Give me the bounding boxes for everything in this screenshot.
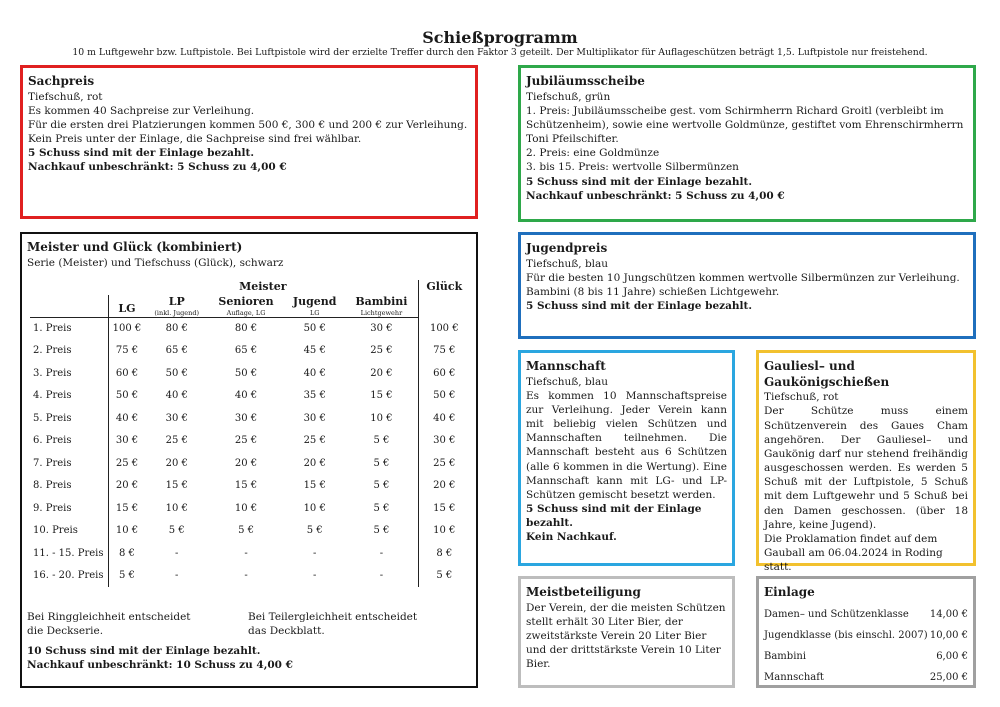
table-cell: 10 € [115,525,139,537]
mannschaft-bold-2: Kein Nachkauf. [526,531,617,544]
jubilaeum-text-3: 3. bis 15. Preis: wertvolle Silbermünzen [526,161,739,174]
table-cell: - [313,570,317,582]
table-cell: 10 € [165,502,188,514]
sachpreis-text-1: Es kommen 40 Sachpreise zur Verleihung. [28,104,255,117]
jubilaeum-text-2: 2. Preis: eine Goldmünze [526,147,660,160]
table-cell: 15 € [234,480,258,492]
sachpreis-bold-1: 5 Schuss sind mit der Einlage bezahlt. [28,147,255,160]
table-cell: 15 € [303,480,326,492]
table-row [30,317,470,340]
table-cell: 20 € [234,457,258,469]
table-cell: - [313,547,317,559]
row-label: 3. Preis [30,362,108,385]
table-row [30,520,470,543]
table-cell: 15 € [115,502,139,514]
table-cell: 5 € [418,565,470,588]
row-label: 8. Preis [30,475,108,498]
gauliesl-target: Tiefschuß, rot [764,391,839,404]
table-cell: 25 € [234,435,258,447]
table-cell: 5 € [119,570,135,582]
table-row [30,407,470,430]
table-cell: 30 € [115,435,139,447]
einlage-row: Bambini 6,00 € [764,651,968,663]
mannschaft-target: Tiefschuß, blau [526,375,609,388]
table-row [30,565,470,588]
rule-ringgleichheit: Bei Ringgleichheit entscheidet die Deckserie. [27,611,191,638]
einlage-title: Einlage [764,585,815,599]
row-label: 2. Preis [30,340,108,363]
table-cell: 20 € [418,475,470,498]
table-cell: 60 € [115,367,139,379]
page-subtitle: 10 m Luftgewehr bzw. Luftpistole. Bei Luftpistole wird der erzielte Treffer durch den Faktor 3 geteilt. Der Multiplikator für Auflageschützen beträgt 1,5. Luftpistole nur freistehend. [72,47,928,58]
gauliesl-text-1: Der Schütze muss einem Schützenverein des Gaues Cham angehören. Der Gauliesel– und Gaukönig darf nur stehend freihändig ausgeschossen werden. Es werden 5 Schuß mit der Luftpistole, 5 Schuß mit dem Luftgewehr und 5 Schuß bei den Damen geschossen. (über 18 Jahre, keine Jugend). [764,405,968,531]
table-cell: 30 € [418,430,470,453]
table-cell: 100 € [418,317,470,340]
page-title: Schießprogramm [422,28,578,47]
row-label: 7. Preis [30,452,108,475]
table-cell: 8 € [119,547,135,559]
table-row [30,340,470,363]
row-label: 5. Preis [30,407,108,430]
mannschaft-box [518,350,735,566]
table-cell: 40 € [165,390,188,402]
jugend-bold-1: 5 Schuss sind mit der Einlage bezahlt. [526,300,753,313]
col-header-lg: LG [108,295,145,317]
table-cell: 20 € [303,457,326,469]
sachpreis-text-2: Für die ersten drei Platzierungen kommen 500 €, 300 € und 200 € zur Verleihung. [28,118,468,131]
table-cell: 20 € [115,480,139,492]
table-row [30,452,470,475]
col-header-jugend: Jugend LG [284,295,345,317]
table-row [30,497,470,520]
row-label: 16. - 20. Preis [30,565,108,588]
table-cell: 80 € [234,323,258,335]
table-cell: 25 € [115,457,139,469]
table-cell: 25 € [165,435,188,447]
table-cell: - [379,547,384,559]
table-cell: 15 € [370,390,393,402]
table-cell: 25 € [303,435,326,447]
table-cell: 80 € [165,323,188,335]
col-header-senioren: Senioren Auflage, LG [208,295,284,317]
table-cell: 60 € [418,362,470,385]
row-label: 9. Preis [30,497,108,520]
jubilaeum-bold-1: 5 Schuss sind mit der Einlage bezahlt. [526,175,753,188]
einlage-row: Damen– und Schützenklasse 14,00 € [764,609,968,621]
einlage-row: Mannschaft 25,00 € [764,672,968,684]
jugend-title: Jugendpreis [526,241,608,255]
rule-teilergleichheit: Bei Teilergleichheit entscheidet das Deckblatt. [248,611,418,638]
table-row [30,362,470,385]
sachpreis-title: Sachpreis [28,74,95,88]
table-cell: 15 € [165,480,188,492]
meister-bold-1: 10 Schuss sind mit der Einlage bezahlt. [27,645,261,657]
table-cell: 30 € [165,412,188,424]
table-cell: 50 € [418,385,470,408]
jugend-target: Tiefschuß, blau [526,257,609,270]
table-row [30,430,470,453]
table-cell: 5 € [306,525,323,537]
table-cell: 75 € [418,340,470,363]
table-cell: 5 € [373,502,390,514]
sachpreis-bold-2: Nachkauf unbeschränkt: 5 Schuss zu 4,00 € [28,161,287,174]
meister-box [20,232,478,688]
table-row [30,475,470,498]
table-cell: 5 € [373,525,390,537]
table-cell: 40 € [234,390,258,402]
table-cell: 50 € [234,367,258,379]
meister-bold-2: Nachkauf unbeschränkt: 10 Schuss zu 4,00 € [27,659,293,672]
table-cell: - [244,547,248,559]
table-cell: 75 € [115,345,139,357]
table-cell: - [175,547,179,559]
row-label: 1. Preis [30,317,108,340]
sachpreis-target: Tiefschuß, rot [28,90,103,103]
table-cell: 5 € [168,525,185,537]
table-cell: 5 € [373,480,390,492]
sachpreis-box [20,65,478,219]
table-cell: 30 € [303,412,326,424]
meister-target: Serie (Meister) und Tiefschuss (Glück), schwarz [27,256,284,269]
table-cell: 20 € [370,367,393,379]
mannschaft-title: Mannschaft [526,359,606,373]
table-cell: 50 € [303,323,326,335]
jugend-text-2: Bambini (8 bis 11 Jahre) schießen Lichtgewehr. [526,285,780,298]
table-cell: 20 € [165,457,188,469]
table-cell: 15 € [418,497,470,520]
jubilaeum-title: Jubiläumsscheibe [526,74,645,88]
table-cell: 40 € [115,412,139,424]
meister-title: Meister und Glück (kombiniert) [27,240,243,254]
einlage-box [756,576,976,688]
table-cell: 45 € [303,345,326,357]
table-cell: 40 € [303,367,326,379]
col-header-bambini: Bambini Lichtgewehr [345,295,418,317]
gauliesl-box [756,350,976,574]
jubilaeum-bold-2: Nachkauf unbeschränkt: 5 Schuss zu 4,00 € [526,189,785,202]
jugend-text-1: Für die besten 10 Jungschützen kommen wertvolle Silbermünzen zur Verleihung. [526,271,960,284]
table-cell: - [379,570,384,582]
mannschaft-bold-1: 5 Schuss sind mit der Einlage bezahlt. [526,503,702,530]
row-label: 6. Preis [30,430,108,453]
jubilaeum-target: Tiefschuß, grün [526,90,611,103]
table-cell: 5 € [238,525,254,537]
table-cell: 25 € [370,345,393,357]
table-cell: 10 € [234,502,258,514]
gauliesl-title: Gauliesl– und Gaukönigschießen [764,359,890,389]
table-cell: 10 € [303,502,326,514]
col-header-glueck: Glück [418,280,470,317]
jubilaeum-box [518,65,976,222]
table-cell: 50 € [115,390,139,402]
col-header-lp: LP (inkl. Jugend) [145,295,208,317]
table-cell: 30 € [234,412,258,424]
meistbeteiligung-box [518,576,735,688]
meistbeteiligung-text: Der Verein, der die meisten Schützen stellt erhält 30 Liter Bier, der zweitstärkste Verein 20 Liter Bier und der drittstärkste Verein 10 Liter Bier. [526,601,726,671]
table-cell: - [175,570,179,582]
einlage-row: Jugendklasse (bis einschl. 2007) 10,00 € [764,630,968,642]
table-cell: 8 € [418,542,470,565]
row-label: 4. Preis [30,385,108,408]
table-cell: 35 € [303,390,326,402]
meistbeteiligung-title: Meistbeteiligung [526,585,641,599]
table-cell: 5 € [373,457,390,469]
table-row [30,385,470,408]
table-cell: 10 € [418,520,470,543]
table-cell: 5 € [373,435,390,447]
gauliesl-text-2: Die Proklamation findet auf dem Gauball am 06.04.2024 in Roding statt. [764,532,943,574]
jugend-box [518,232,976,339]
table-cell: 25 € [418,452,470,475]
jubilaeum-text-1: 1. Preis: Jubiläumsscheibe gest. vom Schirmherrn Richard Groitl (verbleibt im Schützenheim), sowie eine wertvolle Goldmünze, gestiftet vom Ehrenschirmherrn Toni Pfeilschifter. [526,104,964,146]
table-cell: 65 € [165,345,188,357]
table-cell: 40 € [418,407,470,430]
table-cell: 50 € [165,367,188,379]
row-label: 11. - 15. Preis [30,542,108,565]
table-cell: 30 € [370,323,393,335]
table-cell: 10 € [370,412,393,424]
meister-group-header: Meister [239,280,287,293]
sachpreis-text-3: Kein Preis unter der Einlage, die Sachpreise sind frei wählbar. [28,133,362,146]
table-cell: 100 € [112,323,142,335]
table-cell: 65 € [234,345,258,357]
prize-table [30,280,470,587]
table-cell: - [244,570,248,582]
table-row [30,542,470,565]
mannschaft-text-1: Es kommen 10 Mannschaftspreise zur Verleihung. Jeder Verein kann mit beliebig vielen Schützen und Mannschaften teilnehmen. Die Mannschaft besteht aus 6 Schützen (alle 6 kommen in die Wertung). Eine Mannschaft kann mit LG- und LP-Schützen gemischt besetzt werden. [526,389,727,501]
row-label: 10. Preis [30,520,108,543]
